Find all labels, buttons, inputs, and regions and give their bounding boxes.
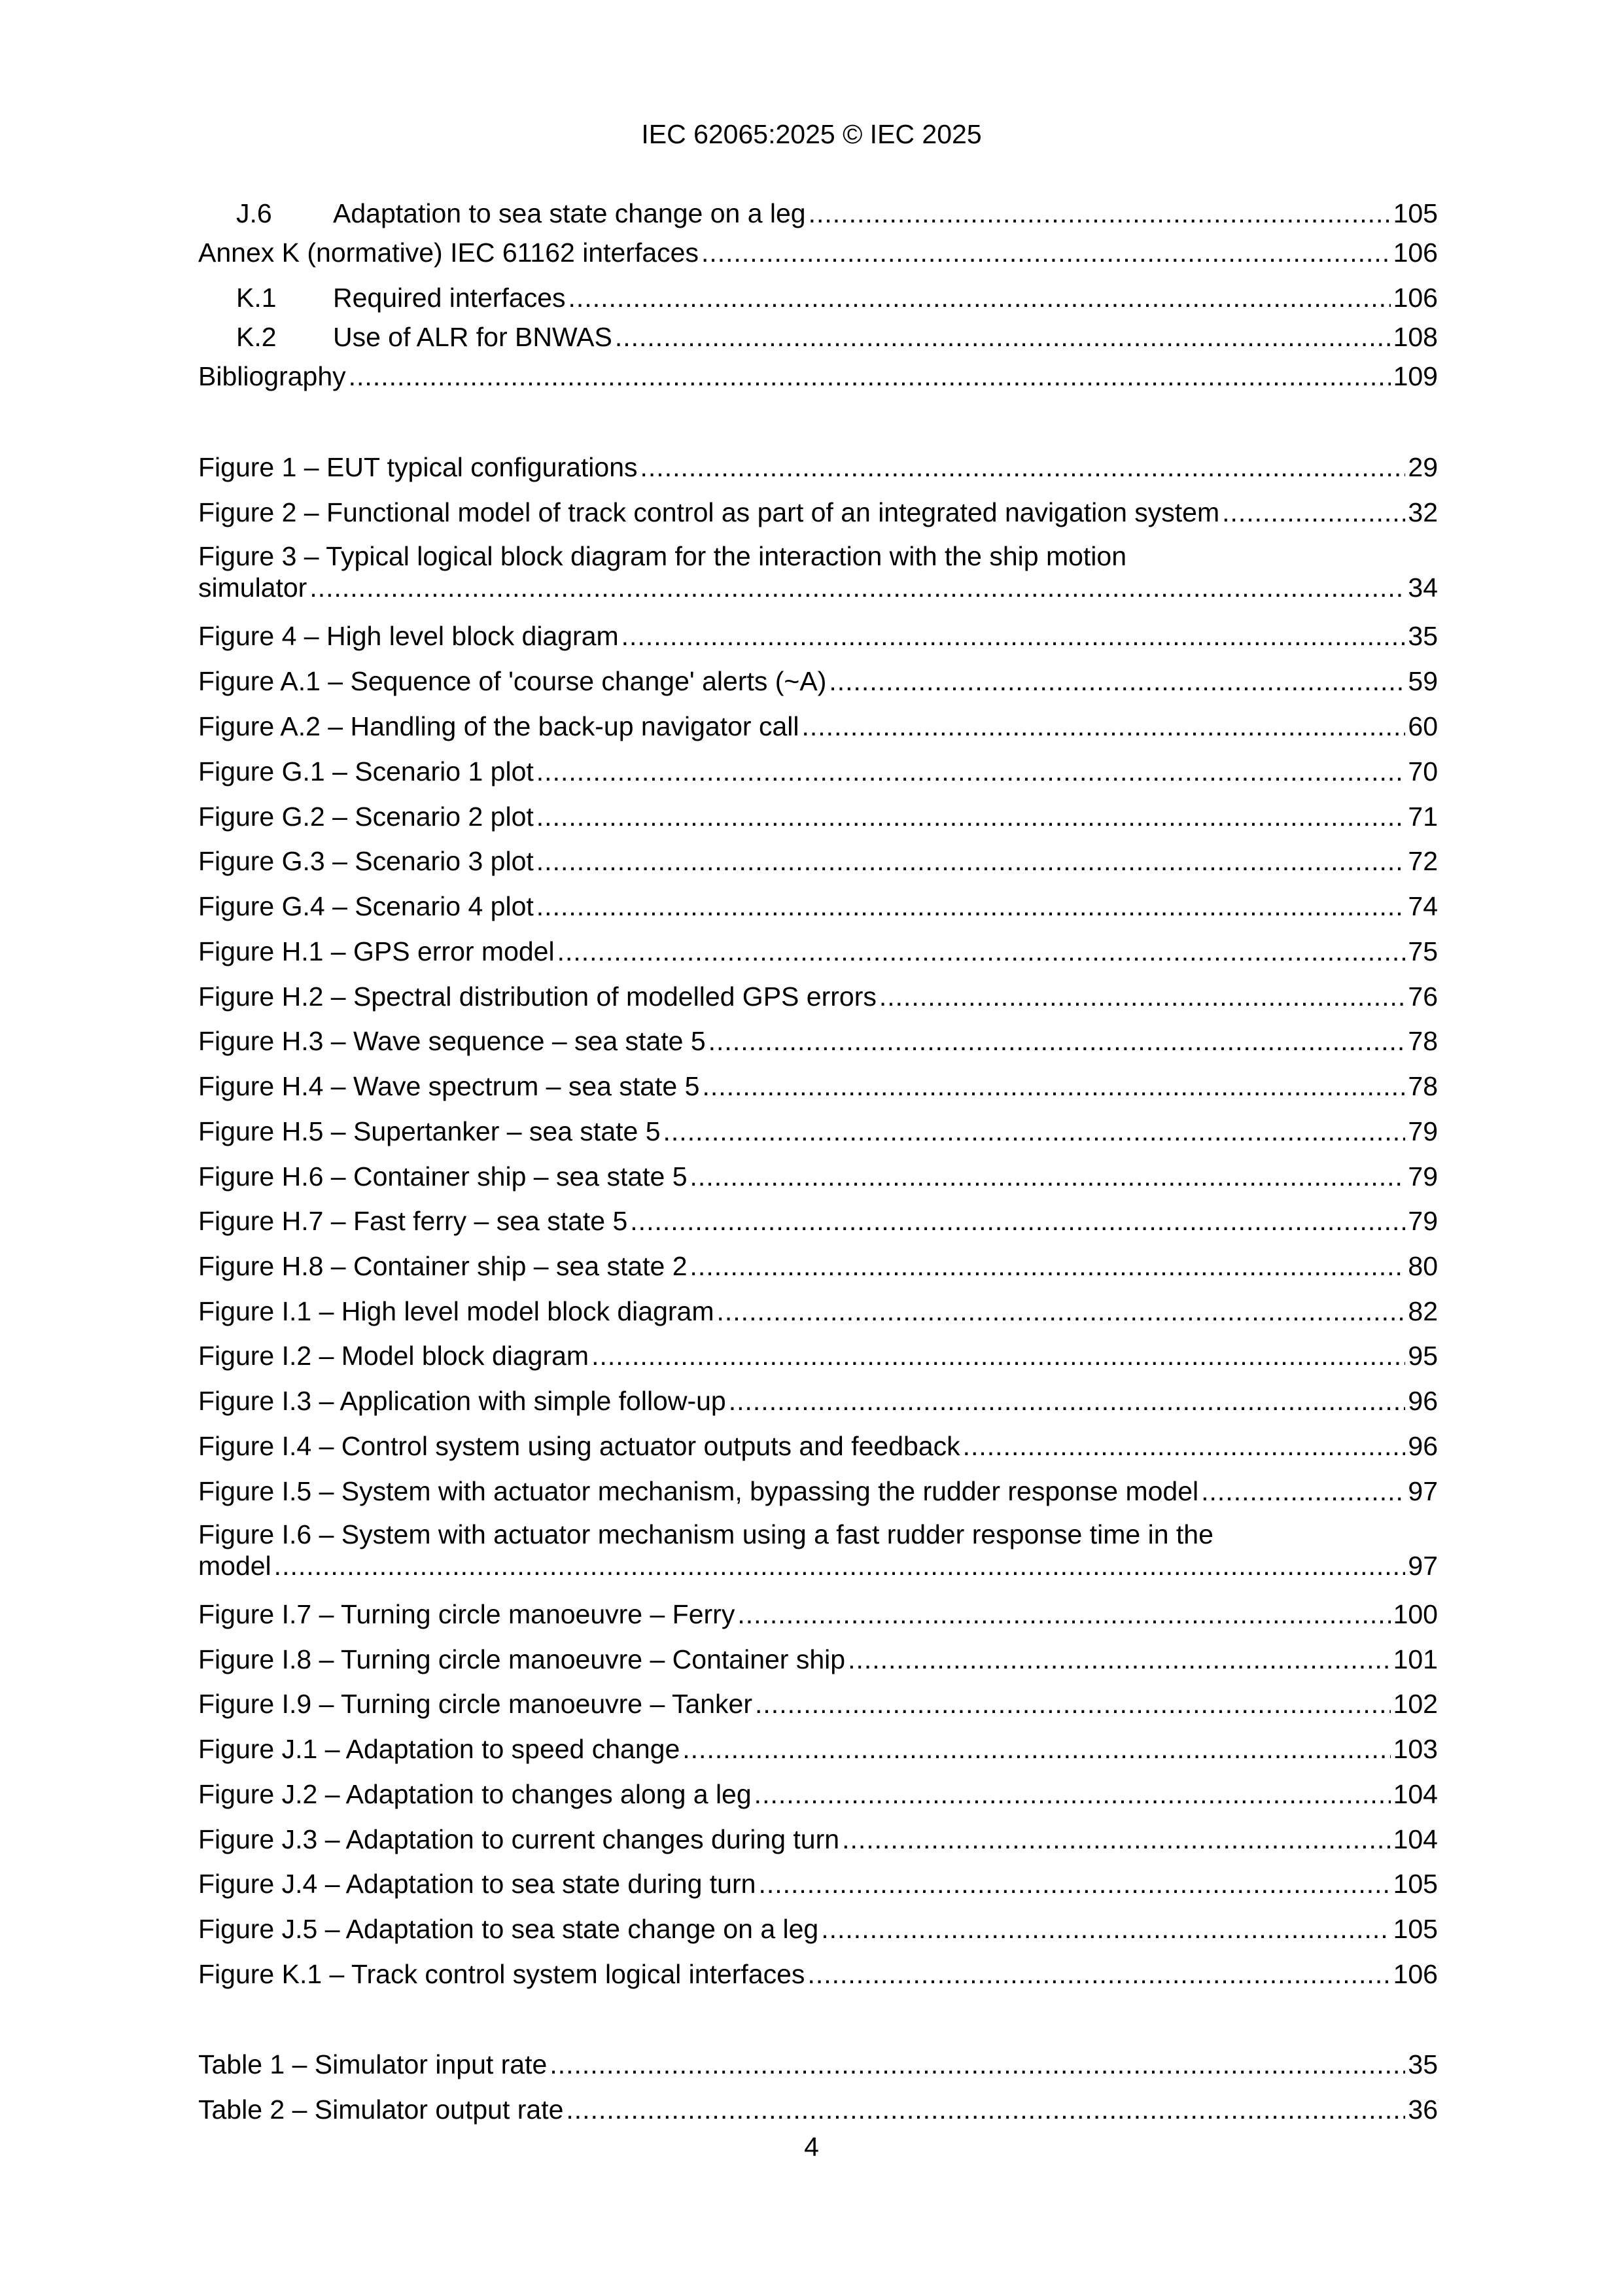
figure-title: Figure I.8 – Turning circle manoeuvre – Container ship: [198, 1644, 846, 1674]
table-page: 35: [1408, 2049, 1438, 2079]
figure-page: 78: [1408, 1071, 1438, 1101]
figure-title: Figure I.2 – Model block diagram: [198, 1341, 589, 1371]
leader-dots: [690, 1250, 1406, 1282]
figure-entry[interactable]: [198, 1250, 1438, 1282]
figure-title: Figure 3 – Typical logical block diagram for the interaction with the ship motion: [198, 541, 1127, 571]
figure-title: Figure H.5 – Supertanker – sea state 5: [198, 1116, 661, 1146]
figure-title: Figure H.6 – Container ship – sea state 5: [198, 1161, 688, 1192]
leader-dots: [621, 620, 1406, 652]
figure-title: Figure H.7 – Fast ferry – sea state 5: [198, 1206, 628, 1236]
leader-dots: [615, 321, 1391, 353]
figure-entry[interactable]: [198, 1070, 1438, 1102]
figure-entry[interactable]: [198, 1824, 1438, 1855]
toc-entry-page: 108: [1393, 322, 1438, 352]
leader-dots: [690, 1161, 1406, 1192]
figure-title-continued: model: [198, 1551, 271, 1581]
figure-entry[interactable]: [198, 891, 1438, 922]
figure-entry[interactable]: [198, 620, 1438, 652]
figure-title: Figure 4 – High level block diagram: [198, 621, 619, 651]
leader-dots: [729, 1385, 1406, 1417]
leader-dots: [802, 711, 1406, 742]
figure-page: 104: [1393, 1824, 1438, 1854]
figure-page: 105: [1393, 1914, 1438, 1944]
leader-dots: [708, 1025, 1406, 1057]
figure-entry[interactable]: [198, 1161, 1438, 1192]
toc-entry[interactable]: [198, 321, 1438, 353]
page-header: IEC 62065:2025 © IEC 2025: [641, 119, 982, 149]
table-page: 36: [1408, 2094, 1438, 2125]
toc-entry-title: Bibliography: [198, 361, 346, 391]
figure-page: 103: [1393, 1734, 1438, 1764]
figure-page: 79: [1408, 1116, 1438, 1146]
figure-entry[interactable]: [198, 540, 1438, 603]
figure-page: 76: [1408, 981, 1438, 1012]
leader-dots: [702, 1070, 1405, 1102]
toc-entry[interactable]: [198, 198, 1438, 229]
toc-entry-number: K.2: [236, 322, 277, 352]
leader-dots: [717, 1296, 1406, 1327]
figure-page: 74: [1408, 891, 1438, 921]
figure-entry[interactable]: [198, 1475, 1438, 1507]
figure-page: 100: [1393, 1599, 1438, 1629]
figure-title: Figure G.2 – Scenario 2 plot: [198, 802, 534, 832]
toc-entry[interactable]: [198, 361, 1438, 392]
figure-title: Figure A.2 – Handling of the back-up navigator call: [198, 711, 799, 741]
figure-title: Figure G.4 – Scenario 4 plot: [198, 891, 534, 921]
table-entry[interactable]: [198, 2049, 1438, 2080]
figure-entry[interactable]: [198, 711, 1438, 742]
figure-title: Figure 1 – EUT typical configurations: [198, 452, 638, 482]
figure-page: 82: [1408, 1296, 1438, 1326]
figure-entry[interactable]: [198, 936, 1438, 967]
figure-page: 60: [1408, 711, 1438, 741]
toc-entry-page: 106: [1393, 283, 1438, 313]
figure-page: 35: [1408, 621, 1438, 651]
figure-title: Figure J.3 – Adaptation to current changes during turn: [198, 1824, 840, 1854]
figure-page: 32: [1408, 497, 1438, 527]
leader-dots: [663, 1116, 1406, 1147]
leader-dots: [550, 2049, 1405, 2080]
leader-dots: [842, 1824, 1391, 1855]
figure-page: 70: [1408, 756, 1438, 786]
figure-page: 97: [1408, 1476, 1438, 1506]
leader-dots: [963, 1430, 1406, 1462]
leader-dots: [591, 1340, 1405, 1371]
figure-entry[interactable]: [198, 1958, 1438, 1990]
figure-title: Figure H.1 – GPS error model: [198, 936, 555, 966]
figure-entry[interactable]: [198, 1430, 1438, 1462]
figure-entry[interactable]: [198, 1385, 1438, 1417]
leader-dots: [630, 1205, 1405, 1237]
leader-dots: [568, 282, 1391, 313]
figure-title: Figure G.3 – Scenario 3 plot: [198, 846, 534, 876]
leader-dots: [566, 2094, 1405, 2125]
figure-title: Figure H.3 – Wave sequence – sea state 5: [198, 1026, 706, 1056]
figure-entry[interactable]: [198, 665, 1438, 697]
toc-entry[interactable]: [198, 282, 1438, 313]
figure-page: 29: [1408, 452, 1438, 482]
figure-title: Figure J.1 – Adaptation to speed change: [198, 1734, 680, 1764]
figure-entry[interactable]: [198, 1913, 1438, 1945]
leader-dots: [755, 1688, 1391, 1720]
leader-dots: [349, 361, 1391, 392]
figure-title: Figure J.4 – Adaptation to sea state during turn: [198, 1869, 756, 1899]
leader-dots: [536, 801, 1406, 832]
leader-dots: [829, 665, 1405, 697]
figure-entry[interactable]: [198, 1340, 1438, 1371]
figure-page: 80: [1408, 1251, 1438, 1281]
figure-title: Figure I.5 – System with actuator mechanism, bypassing the rudder response model: [198, 1476, 1199, 1506]
figure-title: Figure J.2 – Adaptation to changes along a leg: [198, 1779, 752, 1809]
table-title: Table 2 – Simulator output rate: [198, 2094, 564, 2125]
figure-entry[interactable]: [198, 801, 1438, 832]
figure-entry[interactable]: [198, 1644, 1438, 1675]
figure-entry[interactable]: [198, 1733, 1438, 1765]
figure-entry[interactable]: [198, 1519, 1438, 1581]
figure-page: 71: [1408, 802, 1438, 832]
figure-page: 96: [1408, 1431, 1438, 1461]
figure-entry[interactable]: [198, 1025, 1438, 1057]
toc-entry-title: Annex K (normative) IEC 61162 interfaces: [198, 238, 699, 268]
leader-dots: [821, 1913, 1390, 1945]
figure-entry[interactable]: [198, 1598, 1438, 1630]
leader-dots: [536, 891, 1406, 922]
figure-title: Figure 2 – Functional model of track control as part of an integrated navigation system: [198, 497, 1220, 527]
figure-page: 78: [1408, 1026, 1438, 1056]
figure-page: 104: [1393, 1779, 1438, 1809]
figure-title: Figure H.8 – Container ship – sea state 2: [198, 1251, 688, 1281]
figure-page: 105: [1393, 1869, 1438, 1899]
figure-entry[interactable]: [198, 1688, 1438, 1720]
figure-title: Figure I.6 – System with actuator mechanism using a fast rudder response time in the: [198, 1519, 1213, 1549]
toc-entry-page: 106: [1393, 238, 1438, 268]
figure-title-continued: simulator: [198, 573, 307, 603]
leader-dots: [809, 198, 1391, 229]
toc-entry-title: Required interfaces: [333, 283, 566, 313]
leader-dots: [274, 1550, 1406, 1581]
toc-entry-page: 105: [1393, 198, 1438, 228]
leader-dots: [640, 451, 1406, 483]
figure-page: 79: [1408, 1206, 1438, 1236]
figure-entry[interactable]: [198, 1116, 1438, 1147]
figure-page: 95: [1408, 1341, 1438, 1371]
figure-entry[interactable]: [198, 1868, 1438, 1899]
figure-entry[interactable]: [198, 451, 1438, 483]
leader-dots: [1222, 497, 1405, 528]
figure-title: Figure A.1 – Sequence of 'course change' alerts (~A): [198, 666, 827, 696]
toc-entry-title: Use of ALR for BNWAS: [333, 322, 612, 352]
leader-dots: [557, 936, 1406, 967]
toc-entry[interactable]: [198, 237, 1438, 268]
leader-dots: [536, 845, 1406, 877]
figure-title: Figure H.2 – Spectral distribution of modelled GPS errors: [198, 981, 877, 1012]
figure-entry[interactable]: [198, 1778, 1438, 1810]
leader-dots: [536, 756, 1406, 787]
table-title: Table 1 – Simulator input rate: [198, 2049, 548, 2079]
figure-page: 102: [1393, 1689, 1438, 1719]
figure-title: Figure I.1 – High level model block diagram: [198, 1296, 714, 1326]
leader-dots: [309, 572, 1405, 603]
leader-dots: [879, 981, 1406, 1012]
figure-title: Figure I.9 – Turning circle manoeuvre – Tanker: [198, 1689, 753, 1719]
figure-entry[interactable]: [198, 981, 1438, 1012]
leader-dots: [807, 1958, 1390, 1990]
toc-entry-number: K.1: [236, 283, 277, 313]
leader-dots: [682, 1733, 1390, 1765]
figure-title: Figure K.1 – Track control system logical interfaces: [198, 1959, 805, 1989]
figure-title: Figure H.4 – Wave spectrum – sea state 5: [198, 1071, 700, 1101]
page-number: 4: [804, 2132, 819, 2162]
toc-entry-number: J.6: [236, 198, 272, 228]
figure-title: Figure I.7 – Turning circle manoeuvre – Ferry: [198, 1599, 735, 1629]
leader-dots: [1201, 1475, 1405, 1507]
figure-title: Figure J.5 – Adaptation to sea state change on a leg: [198, 1914, 819, 1944]
figure-entry[interactable]: [198, 845, 1438, 877]
table-entry[interactable]: [198, 2094, 1438, 2125]
figure-page: 72: [1408, 846, 1438, 876]
leader-dots: [758, 1868, 1390, 1899]
figure-page: 106: [1393, 1959, 1438, 1989]
figure-page: 101: [1393, 1644, 1438, 1674]
leader-dots: [848, 1644, 1391, 1675]
leader-dots: [737, 1598, 1390, 1630]
figure-page: 97: [1408, 1551, 1438, 1581]
toc-entry-title: Adaptation to sea state change on a leg: [333, 198, 806, 228]
figure-entry[interactable]: [198, 497, 1438, 528]
leader-dots: [701, 237, 1391, 268]
figure-title: Figure I.4 – Control system using actuator outputs and feedback: [198, 1431, 960, 1461]
figure-title: Figure I.3 – Application with simple follow-up: [198, 1386, 726, 1416]
figure-title: Figure G.1 – Scenario 1 plot: [198, 756, 534, 786]
toc-entry-page: 109: [1393, 361, 1438, 391]
figure-entry[interactable]: [198, 1296, 1438, 1327]
figure-page: 59: [1408, 666, 1438, 696]
figure-page: 34: [1408, 573, 1438, 603]
leader-dots: [754, 1778, 1391, 1810]
figure-page: 96: [1408, 1386, 1438, 1416]
figure-page: 79: [1408, 1161, 1438, 1192]
figure-page: 75: [1408, 936, 1438, 966]
figure-entry[interactable]: [198, 1205, 1438, 1237]
figure-entry[interactable]: [198, 756, 1438, 787]
